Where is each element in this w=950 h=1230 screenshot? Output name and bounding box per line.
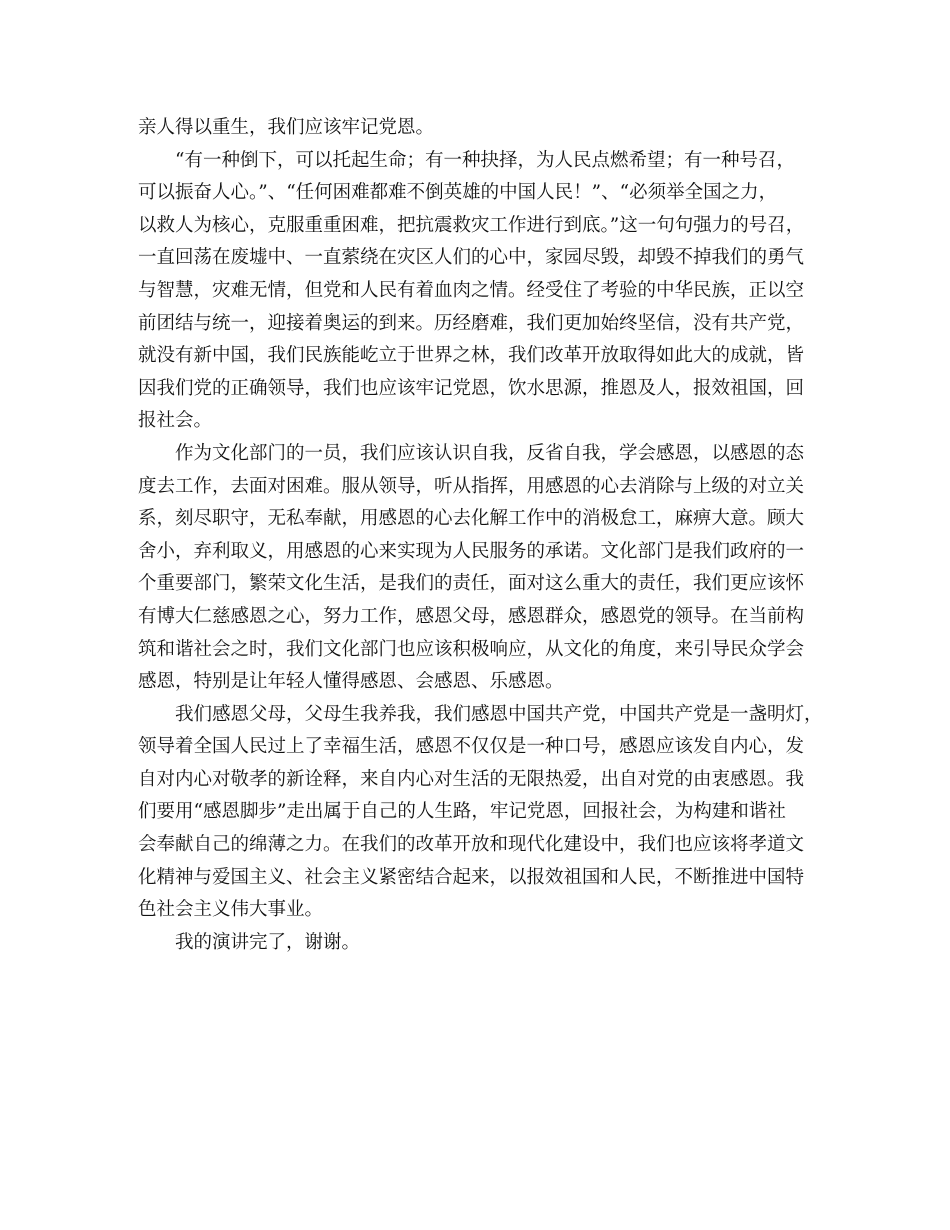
text-line: 个重要部门，繁荣文化生活，是我们的责任，面对这么重大的责任，我们更应该怀: [138, 573, 805, 595]
text-line: 系，刻尽职守，无私奉献，用感恩的心去化解工作中的消极怠工，麻痹大意。顾大: [138, 508, 805, 530]
paragraph-1: [138, 112, 818, 145]
text-line: 一直回荡在废墟中、一直萦绕在灾区人们的心中，家园尽毁，却毁不掉我们的勇气: [138, 247, 805, 269]
text-line: 们要用“感恩脚步”走出属于自己的人生路，牢记党恩，回报社会，为构建和谐社: [138, 801, 786, 823]
text-line: 度去工作，去面对困难。服从领导，听从指挥，用感恩的心去消除与上级的对立关: [138, 475, 805, 497]
text-line: 感恩，特别是让年轻人懂得感恩、会感恩、乐感恩。: [138, 671, 564, 693]
text-line: 我们感恩父母，父母生我养我，我们感恩中国共产党，中国共产党是一盏明灯，: [175, 703, 823, 725]
text-line: 有博大仁慈感恩之心，努力工作，感恩父母，感恩群众，感恩党的领导。在当前构: [138, 605, 805, 627]
text-line: 筑和谐社会之时，我们文化部门也应该积极响应，从文化的角度，来引导民众学会: [138, 638, 805, 660]
text-line: 作为文化部门的一员，我们应该认识自我，反省自我，学会感恩，以感恩的态: [175, 442, 805, 464]
text-line: 报社会。: [138, 410, 213, 432]
text-line: 亲人得以重生，我们应该牢记党恩。: [138, 117, 435, 138]
paragraph-4: [138, 699, 823, 927]
text-line: 就没有新中国，我们民族能屹立于世界之林，我们改革开放取得如此大的成就，皆: [138, 345, 805, 367]
document-page: [138, 112, 823, 959]
text-line: 因我们党的正确领导，我们也应该牢记党恩，饮水思源，推恩及人，报效祖国，回: [138, 377, 805, 399]
text-line: 领导着全国人民过上了幸福生活，感恩不仅仅是一种口号，感恩应该发自内心，发: [138, 736, 805, 758]
text-line: 可以振奋人心。”、“任何困难都难不倒英雄的中国人民！”、“必须举全国之力，: [138, 182, 778, 204]
text-line: 化精神与爱国主义、社会主义紧密结合起来，以报效祖国和人民，不断推进中国特: [138, 866, 805, 888]
text-line: 自对内心对敬孝的新诠释，来自内心对生活的无限热爱，出自对党的由衷感恩。我: [138, 768, 805, 790]
text-line: 会奉献自己的绵薄之力。在我们的改革开放和现代化建设中，我们也应该将孝道文: [138, 834, 805, 856]
text-line: 色社会主义伟大事业。: [138, 899, 324, 921]
text-line: 与智慧，灾难无情，但党和人民有着血肉之情。经受住了考验的中华民族，正以空: [138, 279, 805, 301]
paragraph-5: [138, 927, 818, 960]
text-line: 舍小，弃利取义，用感恩的心来实现为人民服务的承诺。文化部门是我们政府的一: [138, 540, 805, 562]
text-line: “有一种倒下，可以托起生命；有一种抉择，为人民点燃希望；有一种号召，: [175, 149, 795, 171]
paragraph-2: [138, 145, 818, 438]
text-line: 前团结与统一，迎接着奥运的到来。历经磨难，我们更加始终坚信，没有共产党，: [138, 312, 805, 334]
text-line: 我的演讲完了，谢谢。: [175, 931, 361, 953]
text-line: 以救人为核心，克服重重困难，把抗震救灾工作进行到底。”这一句句强力的号召，: [138, 214, 805, 236]
paragraph-3: [138, 438, 818, 699]
